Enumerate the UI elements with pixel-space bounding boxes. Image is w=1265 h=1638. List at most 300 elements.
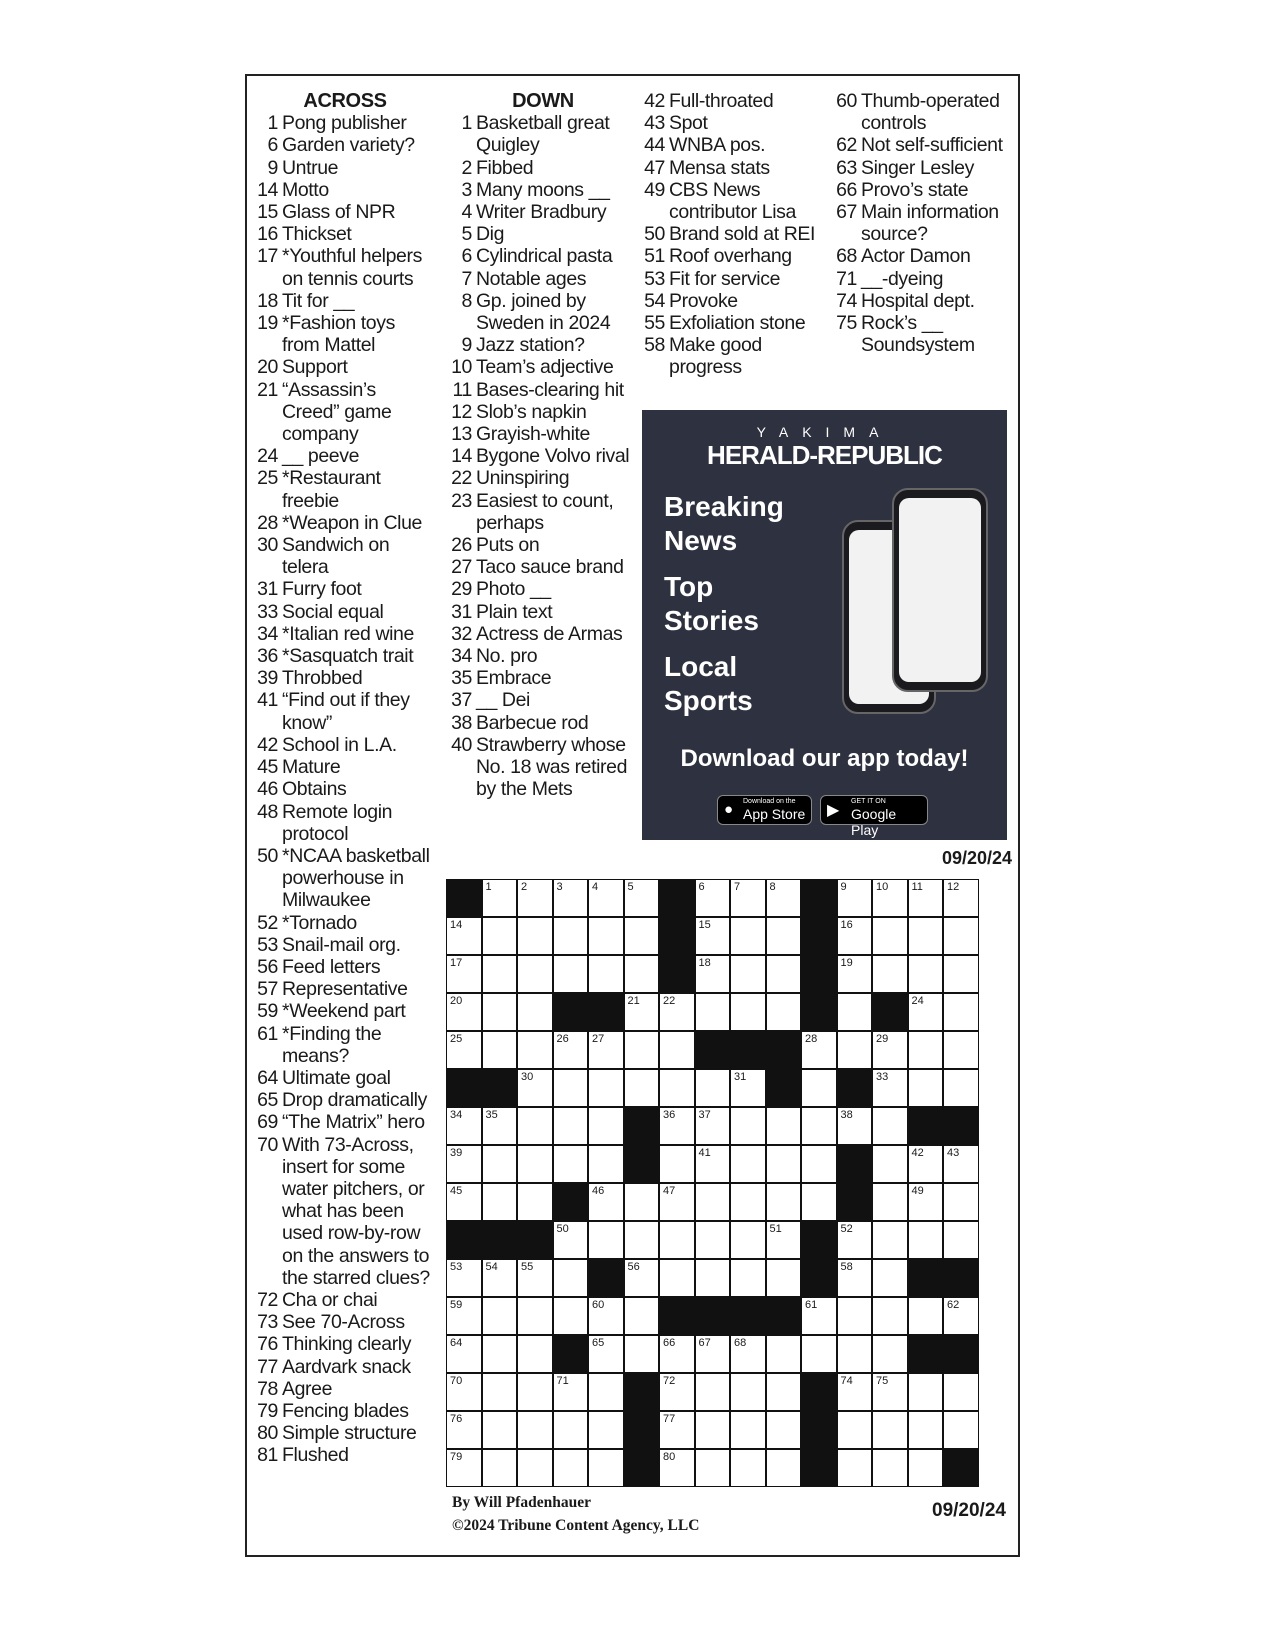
grid-cell[interactable] [517, 1259, 553, 1297]
grid-cell[interactable] [872, 1259, 908, 1297]
grid-cell[interactable] [446, 993, 482, 1031]
grid-cell[interactable] [553, 1259, 589, 1297]
grid-cell[interactable] [695, 1259, 731, 1297]
clue [449, 667, 637, 689]
clue [449, 712, 637, 734]
grid-cell[interactable] [659, 1107, 695, 1145]
clue-number: 36 [257, 645, 278, 668]
clue-number: 58 [644, 334, 665, 357]
grid-cell[interactable] [730, 1259, 766, 1297]
grid-cell[interactable] [517, 1031, 553, 1069]
grid-cell[interactable] [588, 917, 624, 955]
grid-cell[interactable] [908, 1221, 944, 1259]
clue [642, 245, 830, 267]
grid-cell[interactable] [517, 955, 553, 993]
grid-cell[interactable] [624, 1297, 660, 1335]
clue-number: 67 [836, 201, 857, 224]
clue-text: Actor Damon [861, 245, 971, 268]
grid-cell[interactable] [588, 1335, 624, 1373]
black-square [943, 1259, 979, 1297]
grid-cell[interactable] [766, 1335, 802, 1373]
cell-number: 61 [805, 1299, 818, 1311]
grid-cell[interactable] [482, 1259, 518, 1297]
cell-number: 39 [450, 1147, 463, 1159]
grid-cell[interactable] [553, 1031, 589, 1069]
cell-number: 26 [556, 1033, 569, 1045]
down-clue-column-1 [449, 90, 637, 801]
grid-cell[interactable] [553, 1373, 589, 1411]
grid-cell[interactable] [766, 1259, 802, 1297]
grid-cell[interactable] [943, 993, 979, 1031]
grid-cell[interactable] [482, 1107, 518, 1145]
clue [449, 223, 637, 245]
grid-cell[interactable] [837, 1031, 873, 1069]
clue-number: 70 [257, 1133, 278, 1156]
clue [449, 423, 637, 445]
cell-number: 60 [592, 1299, 605, 1311]
clue-number: 15 [257, 201, 278, 224]
grid-cell[interactable] [553, 955, 589, 993]
clue-number: 27 [451, 556, 472, 579]
clue-text: *Italian red wine [282, 622, 414, 645]
grid-cell[interactable] [446, 1145, 482, 1183]
grid-cell[interactable] [659, 1411, 695, 1449]
grid-cell[interactable] [801, 1107, 837, 1145]
grid-cell[interactable] [446, 1373, 482, 1411]
clue [449, 601, 637, 623]
clue [255, 1356, 435, 1378]
clue [834, 312, 1018, 356]
grid-cell[interactable] [872, 1297, 908, 1335]
clue-text: Thumb-operated controls [861, 90, 1000, 135]
grid-cell[interactable] [695, 1411, 731, 1449]
grid-cell[interactable] [837, 1107, 873, 1145]
grid-cell[interactable] [730, 1373, 766, 1411]
grid-cell[interactable] [659, 1145, 695, 1183]
grid-cell[interactable] [446, 1031, 482, 1069]
grid-cell[interactable] [801, 1069, 837, 1107]
clue-number: 43 [644, 112, 665, 135]
grid-cell[interactable] [624, 1335, 660, 1373]
grid-cell[interactable] [588, 1145, 624, 1183]
grid-cell[interactable] [730, 955, 766, 993]
grid-cell[interactable] [730, 1107, 766, 1145]
ad-feature-top-stories: Top Stories [664, 571, 759, 636]
grid-cell[interactable] [872, 879, 908, 917]
clue-number: 64 [257, 1066, 278, 1089]
grid-cell[interactable] [837, 879, 873, 917]
grid-cell[interactable] [553, 1069, 589, 1107]
grid-cell[interactable] [553, 1107, 589, 1145]
grid-cell[interactable] [908, 1145, 944, 1183]
grid-cell[interactable] [695, 1183, 731, 1221]
clue [255, 978, 435, 1000]
clue [255, 1333, 435, 1355]
clue-number: 22 [451, 467, 472, 490]
clue-text: Feed letters [282, 955, 381, 978]
cell-number: 72 [663, 1375, 676, 1387]
grid-cell[interactable] [766, 917, 802, 955]
grid-cell[interactable] [588, 1069, 624, 1107]
clue-number: 5 [461, 223, 472, 246]
grid-cell[interactable] [588, 955, 624, 993]
grid-cell[interactable] [482, 1411, 518, 1449]
grid-cell[interactable] [943, 1221, 979, 1259]
grid-cell[interactable] [517, 1297, 553, 1335]
clue-number: 77 [257, 1355, 278, 1378]
cell-number: 18 [698, 957, 711, 969]
grid-cell[interactable] [943, 955, 979, 993]
clue-text: Furry foot [282, 578, 362, 601]
grid-cell[interactable] [943, 1411, 979, 1449]
clue-number: 60 [836, 90, 857, 112]
grid-cell[interactable] [482, 879, 518, 917]
grid-cell[interactable] [695, 1335, 731, 1373]
grid-cell[interactable] [517, 1335, 553, 1373]
black-square [695, 1031, 731, 1069]
grid-cell[interactable] [659, 1449, 695, 1487]
grid-cell[interactable] [446, 955, 482, 993]
grid-cell[interactable] [446, 917, 482, 955]
grid-cell[interactable] [695, 993, 731, 1031]
grid-cell[interactable] [872, 1031, 908, 1069]
cell-number: 51 [769, 1223, 782, 1235]
grid-cell[interactable] [908, 879, 944, 917]
grid-cell[interactable] [908, 1183, 944, 1221]
clue [255, 1089, 435, 1111]
grid-cell[interactable] [588, 1411, 624, 1449]
clue-number: 65 [257, 1089, 278, 1112]
grid-cell[interactable] [659, 1335, 695, 1373]
grid-cell[interactable] [837, 993, 873, 1031]
grid-cell[interactable] [908, 1069, 944, 1107]
grid-cell[interactable] [943, 1297, 979, 1335]
grid-cell[interactable] [766, 879, 802, 917]
clue-text: Basketball great Quigley [476, 112, 610, 157]
clue-text: Singer Lesley [861, 156, 974, 179]
clue-number: 20 [257, 356, 278, 379]
clue-number: 35 [451, 667, 472, 690]
grid-cell[interactable] [801, 1145, 837, 1183]
grid-cell[interactable] [446, 1449, 482, 1487]
grid-cell[interactable] [801, 1335, 837, 1373]
grid-cell[interactable] [659, 993, 695, 1031]
clue-text: *Weekend part [282, 1000, 406, 1023]
grid-cell[interactable] [446, 1297, 482, 1335]
grid-cell[interactable] [908, 1411, 944, 1449]
clue [255, 134, 435, 156]
grid-cell[interactable] [446, 1183, 482, 1221]
grid-cell[interactable] [908, 955, 944, 993]
grid-cell[interactable] [695, 1145, 731, 1183]
grid-cell[interactable] [517, 1411, 553, 1449]
grid-cell[interactable] [517, 917, 553, 955]
clue-number: 50 [257, 844, 278, 867]
grid-cell[interactable] [908, 1373, 944, 1411]
grid-cell[interactable] [801, 1297, 837, 1335]
black-square [837, 1069, 873, 1107]
clue [255, 1289, 435, 1311]
grid-cell[interactable] [837, 917, 873, 955]
grid-cell[interactable] [872, 917, 908, 955]
grid-cell[interactable] [588, 1297, 624, 1335]
grid-cell[interactable] [482, 1031, 518, 1069]
grid-cell[interactable] [730, 1411, 766, 1449]
grid-cell[interactable] [588, 1183, 624, 1221]
clue-text: Sandwich on telera [282, 534, 390, 579]
clue [834, 179, 1018, 201]
grid-cell[interactable] [837, 1373, 873, 1411]
black-square [624, 1107, 660, 1145]
grid-cell[interactable] [624, 879, 660, 917]
grid-cell[interactable] [482, 1449, 518, 1487]
grid-cell[interactable] [766, 955, 802, 993]
grid-cell[interactable] [659, 1069, 695, 1107]
clue-text: WNBA pos. [669, 134, 766, 157]
grid-cell[interactable] [908, 917, 944, 955]
grid-cell[interactable] [943, 917, 979, 955]
grid-cell[interactable] [766, 1183, 802, 1221]
grid-cell[interactable] [872, 1069, 908, 1107]
cell-number: 64 [450, 1337, 463, 1349]
grid-cell[interactable] [837, 1259, 873, 1297]
grid-cell[interactable] [872, 1411, 908, 1449]
grid-cell[interactable] [943, 1031, 979, 1069]
grid-cell[interactable] [943, 1183, 979, 1221]
clue-number: 23 [451, 489, 472, 512]
grid-cell[interactable] [517, 1107, 553, 1145]
grid-cell[interactable] [730, 1335, 766, 1373]
clue-text: Ultimate goal [282, 1066, 391, 1089]
grid-cell[interactable] [943, 879, 979, 917]
grid-cell[interactable] [766, 1449, 802, 1487]
grid-cell[interactable] [624, 1031, 660, 1069]
grid-cell[interactable] [695, 879, 731, 917]
grid-cell[interactable] [908, 1031, 944, 1069]
clue [255, 1378, 435, 1400]
grid-cell[interactable] [553, 1449, 589, 1487]
grid-cell[interactable] [517, 1069, 553, 1107]
grid-cell[interactable] [766, 1373, 802, 1411]
app-advertisement[interactable] [642, 410, 1007, 840]
grid-cell[interactable] [872, 955, 908, 993]
clue-number: 62 [836, 134, 857, 157]
grid-cell[interactable] [766, 1221, 802, 1259]
cell-number: 24 [911, 995, 924, 1007]
down-heading: DOWN [512, 90, 574, 112]
grid-cell[interactable] [730, 1145, 766, 1183]
grid-cell[interactable] [588, 1107, 624, 1145]
across-heading: ACROSS [303, 90, 387, 112]
grid-cell[interactable] [482, 993, 518, 1031]
grid-cell[interactable] [872, 1107, 908, 1145]
grid-cell[interactable] [517, 1449, 553, 1487]
grid-cell[interactable] [943, 1069, 979, 1107]
grid-cell[interactable] [908, 1297, 944, 1335]
grid-cell[interactable] [624, 955, 660, 993]
grid-cell[interactable] [446, 1259, 482, 1297]
grid-cell[interactable] [837, 1297, 873, 1335]
clue [449, 379, 637, 401]
grid-cell[interactable] [837, 1411, 873, 1449]
clue-number: 50 [644, 223, 665, 246]
grid-cell[interactable] [482, 1297, 518, 1335]
grid-cell[interactable] [766, 993, 802, 1031]
clue [449, 734, 637, 801]
grid-cell[interactable] [695, 1069, 731, 1107]
grid-cell[interactable] [624, 1259, 660, 1297]
grid-cell[interactable] [588, 1449, 624, 1487]
grid-cell[interactable] [517, 1145, 553, 1183]
clue [449, 245, 637, 267]
grid-cell[interactable] [659, 1183, 695, 1221]
grid-cell[interactable] [695, 1449, 731, 1487]
grid-cell[interactable] [872, 1449, 908, 1487]
grid-cell[interactable] [517, 1373, 553, 1411]
clue-text: *Restaurant freebie [282, 467, 381, 512]
grid-cell[interactable] [446, 1335, 482, 1373]
google-play-button[interactable]: ▶ GET IT ON Google Play [820, 795, 928, 825]
grid-cell[interactable] [837, 1335, 873, 1373]
cell-number: 16 [840, 919, 853, 931]
grid-cell[interactable] [482, 1145, 518, 1183]
cell-number: 15 [698, 919, 711, 931]
grid-cell[interactable] [482, 1183, 518, 1221]
black-square [553, 993, 589, 1031]
grid-cell[interactable] [659, 1221, 695, 1259]
grid-cell[interactable] [695, 1221, 731, 1259]
grid-cell[interactable] [695, 1107, 731, 1145]
grid-cell[interactable] [553, 1221, 589, 1259]
clue [449, 179, 637, 201]
grid-cell[interactable] [553, 879, 589, 917]
grid-cell[interactable] [943, 1145, 979, 1183]
grid-cell[interactable] [482, 1335, 518, 1373]
grid-cell[interactable] [588, 1221, 624, 1259]
grid-cell[interactable] [517, 879, 553, 917]
grid-cell[interactable] [659, 1259, 695, 1297]
grid-cell[interactable] [659, 1373, 695, 1411]
grid-cell[interactable] [482, 917, 518, 955]
clue-text: Exfoliation stone [669, 312, 806, 335]
grid-cell[interactable] [730, 993, 766, 1031]
clue-text: Support [282, 356, 348, 379]
clue [255, 734, 435, 756]
grid-cell[interactable] [624, 1221, 660, 1259]
grid-cell[interactable] [837, 1449, 873, 1487]
grid-cell[interactable] [446, 1107, 482, 1145]
grid-cell[interactable] [943, 1373, 979, 1411]
grid-cell[interactable] [908, 993, 944, 1031]
grid-cell[interactable] [446, 1411, 482, 1449]
clue-text: Social equal [282, 600, 384, 623]
grid-cell[interactable] [872, 1373, 908, 1411]
clue [255, 1067, 435, 1089]
clue [255, 467, 435, 511]
cell-number: 1 [485, 881, 492, 893]
black-square [624, 1373, 660, 1411]
grid-cell[interactable] [624, 1069, 660, 1107]
grid-cell[interactable] [872, 1145, 908, 1183]
cell-number: 25 [450, 1033, 463, 1045]
clue [449, 356, 637, 378]
clue [255, 645, 435, 667]
grid-cell[interactable] [624, 993, 660, 1031]
grid-cell[interactable] [801, 1183, 837, 1221]
clue-number: 37 [451, 689, 472, 712]
grid-cell[interactable] [872, 1221, 908, 1259]
cell-number: 50 [556, 1223, 569, 1235]
grid-cell[interactable] [624, 917, 660, 955]
clue-number: 34 [257, 622, 278, 645]
grid-cell[interactable] [730, 1221, 766, 1259]
grid-cell[interactable] [659, 1031, 695, 1069]
grid-cell[interactable] [766, 1145, 802, 1183]
black-square [872, 993, 908, 1031]
grid-cell[interactable] [908, 1449, 944, 1487]
grid-cell[interactable] [588, 879, 624, 917]
clue-text: Glass of NPR [282, 201, 396, 224]
clue-number: 61 [257, 1022, 278, 1045]
grid-cell[interactable] [730, 1183, 766, 1221]
clue [255, 801, 435, 845]
grid-cell[interactable] [482, 1373, 518, 1411]
grid-cell[interactable] [517, 993, 553, 1031]
grid-cell[interactable] [730, 879, 766, 917]
grid-cell[interactable] [588, 1373, 624, 1411]
grid-cell[interactable] [588, 1031, 624, 1069]
clue-number: 26 [451, 534, 472, 557]
clue-number: 42 [257, 733, 278, 756]
clue-text: Mensa stats [669, 156, 770, 179]
app-store-button[interactable]: ● Download on the App Store [717, 795, 812, 825]
grid-cell[interactable] [553, 1145, 589, 1183]
grid-cell[interactable] [695, 917, 731, 955]
clue-number: 1 [461, 112, 472, 135]
grid-cell[interactable] [730, 1449, 766, 1487]
grid-cell[interactable] [730, 917, 766, 955]
black-square [801, 917, 837, 955]
grid-cell[interactable] [837, 1221, 873, 1259]
clue-number: 32 [451, 622, 472, 645]
grid-cell[interactable] [553, 917, 589, 955]
grid-cell[interactable] [695, 955, 731, 993]
grid-cell[interactable] [872, 1183, 908, 1221]
clue-text: *NCAA basketball powerhouse in Milwaukee [282, 844, 430, 912]
grid-cell[interactable] [482, 955, 518, 993]
grid-cell[interactable] [837, 955, 873, 993]
clue [255, 912, 435, 934]
grid-cell[interactable] [553, 1411, 589, 1449]
clue-text: See 70-Across [282, 1311, 405, 1334]
clue-number: 45 [257, 756, 278, 779]
grid-cell[interactable] [766, 1411, 802, 1449]
grid-cell[interactable] [624, 1183, 660, 1221]
clue [449, 578, 637, 600]
clue-number: 51 [644, 245, 665, 268]
grid-cell[interactable] [766, 1107, 802, 1145]
grid-cell[interactable] [517, 1183, 553, 1221]
clue-number: 72 [257, 1288, 278, 1311]
grid-cell[interactable] [695, 1373, 731, 1411]
grid-cell[interactable] [801, 1031, 837, 1069]
grid-cell[interactable] [872, 1335, 908, 1373]
grid-cell[interactable] [730, 1069, 766, 1107]
cell-number: 33 [876, 1071, 889, 1083]
clue [834, 268, 1018, 290]
grid-cell[interactable] [553, 1297, 589, 1335]
clue-text: Slob’s napkin [476, 400, 587, 423]
